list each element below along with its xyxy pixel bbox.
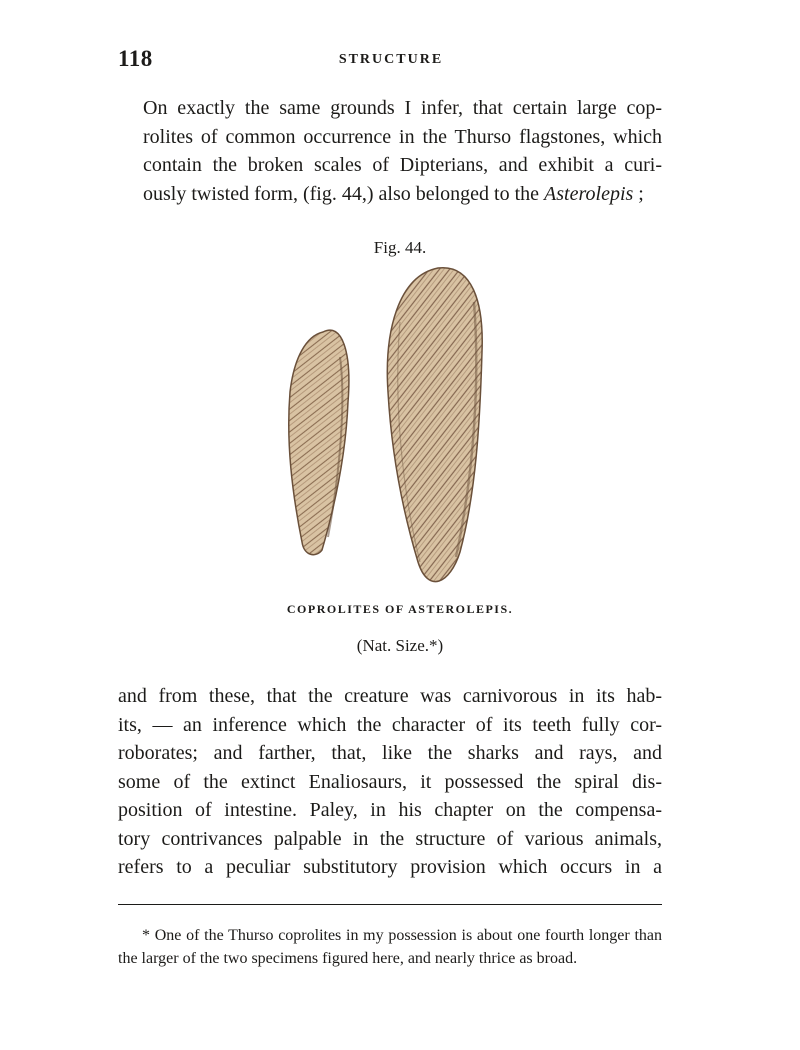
paragraph-2-line: position of intestine. Paley, in his chapter on the compensa- bbox=[118, 799, 662, 821]
paragraph-1-line: On exactly the same grounds I infer, that certain large cop- bbox=[143, 97, 662, 119]
figure-size-note: (Nat. Size.*) bbox=[356, 636, 444, 655]
page-number: 118 bbox=[118, 46, 153, 71]
paragraph-1-line: contain the broken scales of Dipterians, and exhibit a curi- bbox=[143, 154, 662, 176]
large-coprolite bbox=[387, 268, 482, 582]
running-head bbox=[118, 46, 664, 74]
paragraph-2-line: tory contrivances palpable in the structure of various animals, bbox=[118, 827, 662, 850]
footnote: * One of the Thurso coprolites in my possession is about one fourth longer than the larger of the two specimens figured here, and nearly thrice as broad. bbox=[118, 927, 662, 967]
figure-label: Fig. 44. bbox=[373, 238, 427, 257]
paragraph-2-line: roborates; and farther, that, like the sharks and rays, and bbox=[118, 742, 662, 764]
paragraph-1-line: rolites of common occurrence in the Thurso flagstones, which bbox=[143, 125, 662, 148]
coprolite-figure bbox=[270, 262, 510, 592]
figure-caption: COPROLITES OF ASTEROLEPIS. bbox=[286, 602, 514, 616]
end-punctuation: ; bbox=[633, 182, 644, 205]
paragraph-1-line: ously twisted form, (fig. 44,) also belonged to the bbox=[143, 182, 540, 205]
paragraph-1 bbox=[118, 94, 662, 208]
paragraph-2-line: and from these, that the creature was carnivorous in its hab- bbox=[118, 685, 662, 707]
paragraph-1-last-line bbox=[118, 180, 662, 209]
paragraph-2-line: some of the extinct Enaliosaurs, it possessed the spiral dis- bbox=[118, 770, 662, 793]
running-title: STRUCTURE bbox=[338, 52, 444, 67]
paragraph-2-line: its, — an inference which the character of its teeth fully cor- bbox=[118, 713, 662, 736]
paragraph-2 bbox=[118, 682, 662, 882]
footnote-divider bbox=[118, 904, 662, 905]
paragraph-2-line: refers to a peculiar substitutory provision which occurs in a bbox=[118, 856, 662, 878]
italic-term: Asterolepis bbox=[544, 182, 634, 205]
